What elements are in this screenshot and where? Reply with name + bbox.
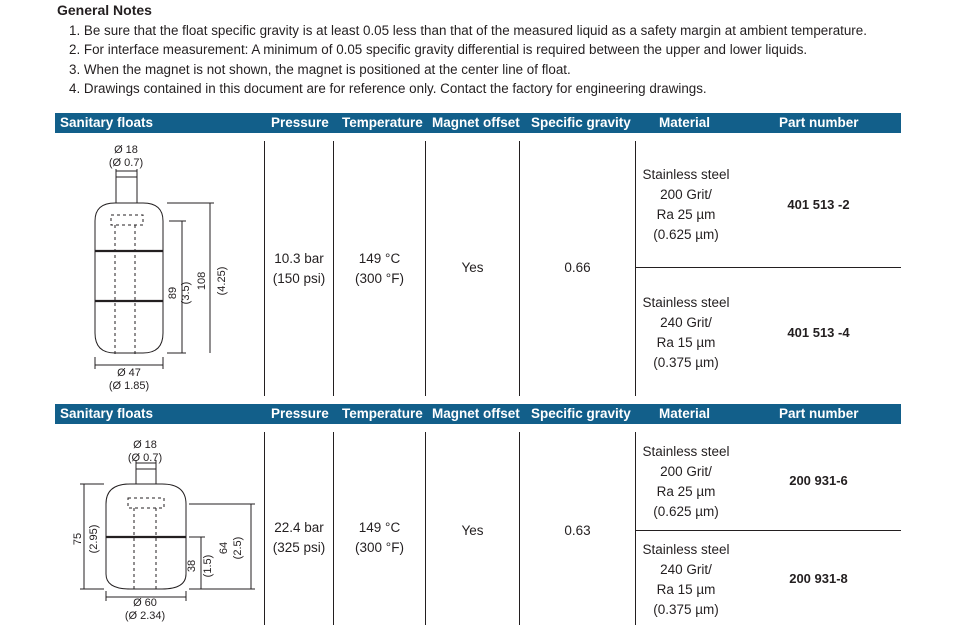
dim-a: 89 bbox=[167, 286, 179, 300]
material-cell: Stainless steel 240 Grit/ Ra 15 µm (0.375 µm) bbox=[642, 295, 730, 370]
dim-bottom-dia-in: (Ø 1.85) bbox=[108, 380, 150, 392]
magnet-offset-cell: Yes bbox=[461, 260, 484, 275]
dim-top-dia-in: (Ø 0.7) bbox=[127, 452, 163, 464]
note-item bbox=[69, 79, 947, 98]
dim-a-in: (2.95) bbox=[88, 524, 100, 554]
note-item bbox=[69, 60, 947, 79]
dim-top-dia-in: (Ø 0.7) bbox=[108, 157, 144, 169]
float-drawing-2 bbox=[55, 424, 260, 625]
material-cell: Stainless steel 200 Grit/ Ra 25 µm (0.625 µm) bbox=[642, 444, 730, 519]
header-temperature: Temperature bbox=[342, 406, 423, 421]
part-number-cell: 401 513 -4 bbox=[787, 325, 850, 340]
general-notes-list bbox=[57, 21, 947, 99]
note-number: 2. bbox=[69, 42, 81, 58]
dim-c-in: (2.5) bbox=[232, 536, 244, 560]
note-item bbox=[69, 40, 947, 59]
header-title: Sanitary floats bbox=[60, 115, 154, 130]
dim-bottom-dia-in: (Ø 2.34) bbox=[124, 610, 166, 622]
float-row-2 bbox=[55, 424, 901, 625]
part-number-cell: 401 513 -2 bbox=[787, 197, 850, 212]
header-part-number: Part number bbox=[779, 115, 859, 130]
note-item bbox=[69, 21, 947, 40]
table-header-1 bbox=[55, 113, 901, 133]
general-notes-title: General Notes bbox=[57, 2, 152, 18]
dim-a-in: (3.5) bbox=[180, 281, 192, 305]
dim-b: 108 bbox=[196, 271, 208, 291]
note-number: 4. bbox=[69, 81, 81, 97]
header-magnet-offset: Magnet offset bbox=[432, 406, 520, 421]
magnet-offset-cell: Yes bbox=[461, 523, 484, 538]
float-row-1 bbox=[55, 133, 901, 396]
part-number-cell: 200 931-8 bbox=[789, 571, 848, 586]
general-notes bbox=[57, 0, 947, 99]
header-part-number: Part number bbox=[779, 406, 859, 421]
material-cell: Stainless steel 200 Grit/ Ra 25 µm (0.625 µm) bbox=[642, 167, 730, 242]
table-header-2 bbox=[55, 404, 901, 424]
part-number-cell: 200 931-6 bbox=[789, 473, 848, 488]
dim-top-dia: Ø 18 bbox=[114, 144, 138, 156]
dim-top-dia: Ø 18 bbox=[133, 439, 157, 451]
specific-gravity-cell: 0.66 bbox=[564, 260, 591, 275]
pressure-cell: 10.3 bar (150 psi) bbox=[272, 251, 326, 286]
header-temperature: Temperature bbox=[342, 115, 423, 130]
note-number: 3. bbox=[69, 61, 81, 77]
header-pressure: Pressure bbox=[271, 406, 329, 421]
dim-bottom-dia: Ø 47 bbox=[117, 367, 141, 379]
material-cell: Stainless steel 240 Grit/ Ra 15 µm (0.375 µm) bbox=[642, 542, 730, 617]
dim-b-in: (4.25) bbox=[216, 266, 228, 296]
note-text: When the magnet is not shown, the magnet is positioned at the center line of float. bbox=[83, 61, 571, 77]
dim-b-in: (1.5) bbox=[202, 554, 214, 578]
header-specific-gravity: Specific gravity bbox=[531, 406, 631, 421]
dim-a: 75 bbox=[72, 532, 84, 546]
header-material: Material bbox=[659, 115, 711, 130]
header-material: Material bbox=[659, 406, 711, 421]
specific-gravity-cell: 0.63 bbox=[564, 523, 591, 538]
temperature-cell: 149 °C (300 °F) bbox=[355, 520, 404, 555]
header-title: Sanitary floats bbox=[60, 406, 154, 421]
dim-b: 38 bbox=[186, 559, 198, 573]
pressure-cell: 22.4 bar (325 psi) bbox=[272, 520, 326, 555]
header-specific-gravity: Specific gravity bbox=[531, 115, 631, 130]
note-text: Drawings contained in this document are for reference only. Contact the factory for engineering drawings. bbox=[83, 81, 707, 97]
float-drawing-1 bbox=[55, 133, 260, 396]
header-pressure: Pressure bbox=[271, 115, 329, 130]
note-text: Be sure that the float specific gravity is at least 0.05 less than that of the measured liquid as a safety margin at ambient temperature. bbox=[83, 23, 867, 38]
dim-bottom-dia: Ø 60 bbox=[133, 597, 157, 609]
note-number: 1. bbox=[69, 23, 81, 38]
temperature-cell: 149 °C (300 °F) bbox=[355, 251, 404, 286]
note-text: For interface measurement: A minimum of 0.05 specific gravity differential is required between the upper and lower liquids. bbox=[83, 42, 808, 58]
dim-c: 64 bbox=[218, 541, 230, 555]
header-magnet-offset: Magnet offset bbox=[432, 115, 520, 130]
